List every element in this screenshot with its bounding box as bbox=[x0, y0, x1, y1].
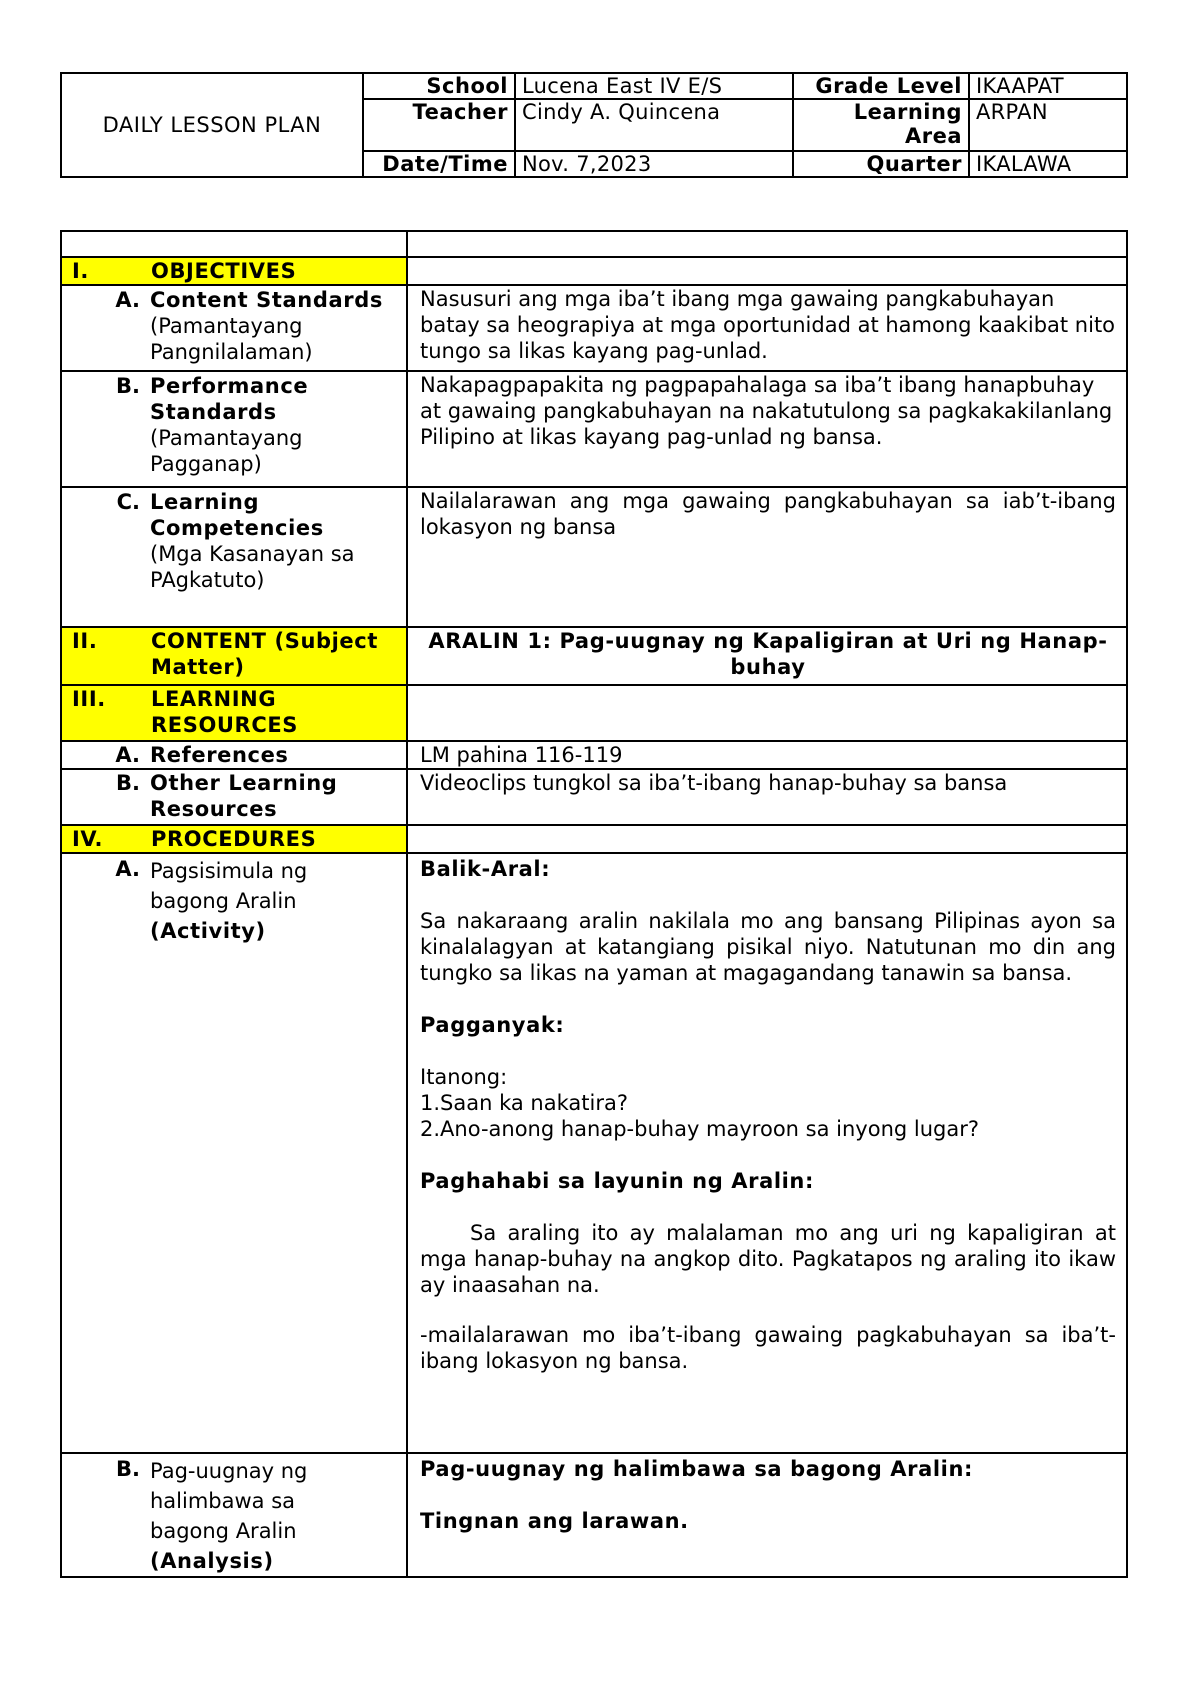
procedure-b-tag: (Analysis) bbox=[150, 1549, 274, 1573]
content-value: ARALIN 1: Pag-uugnay ng Kapaligiran at Uri ng Hanap-buhay bbox=[407, 627, 1127, 685]
teacher-label: Teacher bbox=[363, 99, 515, 151]
teacher-value: Cindy A. Quincena bbox=[515, 99, 793, 151]
procedure-b-row: B. Pag-uugnay ng halimbawa sa bagong Aralin (Analysis) Pag-uugnay ng halimbawa sa bagong Aralin: Tingnan ang larawan. bbox=[61, 1453, 1127, 1577]
other-resources-value: Videoclips tungkol sa iba’t-ibang hanap-buhay sa bansa bbox=[407, 769, 1127, 825]
balik-aral-heading: Balik-Aral: bbox=[420, 857, 551, 881]
other-resources-label: Other Learning Resources bbox=[150, 771, 338, 821]
learning-area-value: ARPAN bbox=[969, 99, 1127, 151]
header-table bbox=[60, 72, 1128, 178]
procedure-b-label: Pag-uugnay ng halimbawa sa bagong Aralin bbox=[150, 1459, 308, 1543]
question-2: 2.Ano-anong hanap-buhay mayroon sa inyong lugar? bbox=[420, 1117, 980, 1141]
pag-uugnay-heading: Pag-uugnay ng halimbawa sa bagong Aralin: bbox=[420, 1457, 973, 1481]
blank-row bbox=[61, 231, 1127, 257]
procedures-section-row bbox=[61, 825, 1127, 853]
tingnan-instruction: Tingnan ang larawan. bbox=[420, 1509, 689, 1533]
layunin-heading: Paghahabi sa layunin ng Aralin: bbox=[420, 1169, 814, 1193]
procedure-b-content bbox=[407, 1453, 1127, 1577]
learning-competencies-value: Nailalarawan ang mga gawaing pangkabuhayan sa iab’t-ibang lokasyon ng bansa bbox=[407, 487, 1127, 627]
procedure-a-tag: (Activity) bbox=[150, 919, 266, 943]
balik-aral-text: Sa nakaraang aralin nakilala mo ang bansang Pilipinas ayon sa kinalalagyan at katangiang pisikal niyo. Natutunan mo din ang tungko sa likas na yaman at magagandang tanawin sa bansa. bbox=[420, 909, 1116, 985]
school-label: School bbox=[363, 73, 515, 99]
layunin-item: -mailalarawan mo iba’t-ibang gawaing pagkabuhayan sa iba’t-ibang lokasyon ng bansa. bbox=[420, 1323, 1116, 1373]
references-label: References bbox=[150, 743, 289, 767]
content-section-row bbox=[61, 627, 1127, 685]
pagganyak-heading: Pagganyak: bbox=[420, 1013, 565, 1037]
content-standards-label: Content Standards bbox=[150, 288, 383, 312]
learning-competencies-row bbox=[61, 487, 1127, 627]
question-1: 1.Saan ka nakatira? bbox=[420, 1091, 628, 1115]
grade-level-value: IKAAPAT bbox=[969, 73, 1127, 99]
procedure-a-label: Pagsisimula ng bagong Aralin bbox=[150, 859, 308, 913]
lesson-plan-table bbox=[60, 230, 1128, 1578]
performance-standards-value: Nakapagpapakita ng pagpapahalaga sa iba’t ibang hanapbuhay at gawaing pangkabuhayan na nakatutulong sa pagkakakilanlang Pilipino at likas kayang pag-unlad ng bansa. bbox=[407, 371, 1127, 487]
content-standards-label-cell: A. Content Standards (Pamantayang Pangnilalaman) bbox=[61, 285, 407, 371]
learning-competencies-label-cell: C. Learning Competencies (Mga Kasanayan sa PAgkatuto) bbox=[61, 487, 407, 627]
references-row: A. References LM pahina 116-119 bbox=[61, 741, 1127, 769]
quarter-value: IKALAWA bbox=[969, 151, 1127, 177]
content-standards-value: Nasusuri ang mga iba’t ibang mga gawaing pangkabuhayan batay sa heograpiya at mga oportunidad at hamong kaakibat nito tungo sa likas kayang pag-unlad. bbox=[407, 285, 1127, 371]
performance-standards-sub: (Pamantayang Pagganap) bbox=[150, 426, 303, 476]
itanong-label: Itanong: bbox=[420, 1065, 508, 1089]
other-resources-row: B. Other Learning Resources Videoclips tungkol sa iba’t-ibang hanap-buhay sa bansa bbox=[61, 769, 1127, 825]
learning-competencies-label: Learning Competencies bbox=[150, 490, 324, 540]
resources-section-row bbox=[61, 685, 1127, 741]
document-title: DAILY LESSON PLAN bbox=[61, 73, 363, 177]
content-standards-row bbox=[61, 285, 1127, 371]
references-value: LM pahina 116-119 bbox=[407, 741, 1127, 769]
performance-standards-row bbox=[61, 371, 1127, 487]
content-standards-sub: (Pamantayang Pangnilalaman) bbox=[150, 314, 313, 364]
performance-standards-label-cell: B. Performance Standards (Pamantayang Pagganap) bbox=[61, 371, 407, 487]
procedures-heading: IV. PROCEDURES bbox=[61, 825, 407, 853]
grade-level-label: Grade Level bbox=[793, 73, 969, 99]
objectives-section-row bbox=[61, 257, 1127, 285]
objectives-heading: I. OBJECTIVES bbox=[61, 257, 407, 285]
learning-area-label: Learning Area bbox=[793, 99, 969, 151]
date-time-value: Nov. 7,2023 bbox=[515, 151, 793, 177]
layunin-text: Sa araling ito ay malalaman mo ang uri ng kapaligiran at mga hanap-buhay na angkop dito. Pagkatapos ng araling ito ikaw ay inaasahan na. bbox=[420, 1221, 1116, 1297]
procedure-a-content bbox=[407, 853, 1127, 1453]
learning-competencies-sub: (Mga Kasanayan sa PAgkatuto) bbox=[150, 542, 355, 592]
date-time-label: Date/Time bbox=[363, 151, 515, 177]
content-heading: II. CONTENT (Subject Matter) bbox=[61, 627, 407, 685]
quarter-label: Quarter bbox=[793, 151, 969, 177]
resources-heading: III. LEARNING RESOURCES bbox=[61, 685, 407, 741]
school-value: Lucena East IV E/S bbox=[515, 73, 793, 99]
procedure-a-row: A. Pagsisimula ng bagong Aralin (Activity) Balik-Aral: Sa nakaraang aralin nakilala mo ang bansang Pilipinas ayon sa kinalalagyan at katangiang pisikal niyo. Natutunan mo din ang tungko sa likas na yaman at magagandang tanawin sa bansa. Pagganyak: Itanong: 1.Saan ka nakatira? 2.Ano-anong hanap-buhay mayroon sa inyong lugar? Paghahabi sa layunin ng Aralin: Sa araling ito ay malalaman mo ang uri ng kapaligiran at mga hanap-buhay na angkop dito. Pagkatapos ng araling ito ikaw ay inaasahan na. -mailalarawan mo iba’t-ibang gawaing pagkabuhayan sa iba’t-ibang lokasyon ng bansa. bbox=[61, 853, 1127, 1453]
performance-standards-label: Performance Standards bbox=[150, 374, 309, 424]
